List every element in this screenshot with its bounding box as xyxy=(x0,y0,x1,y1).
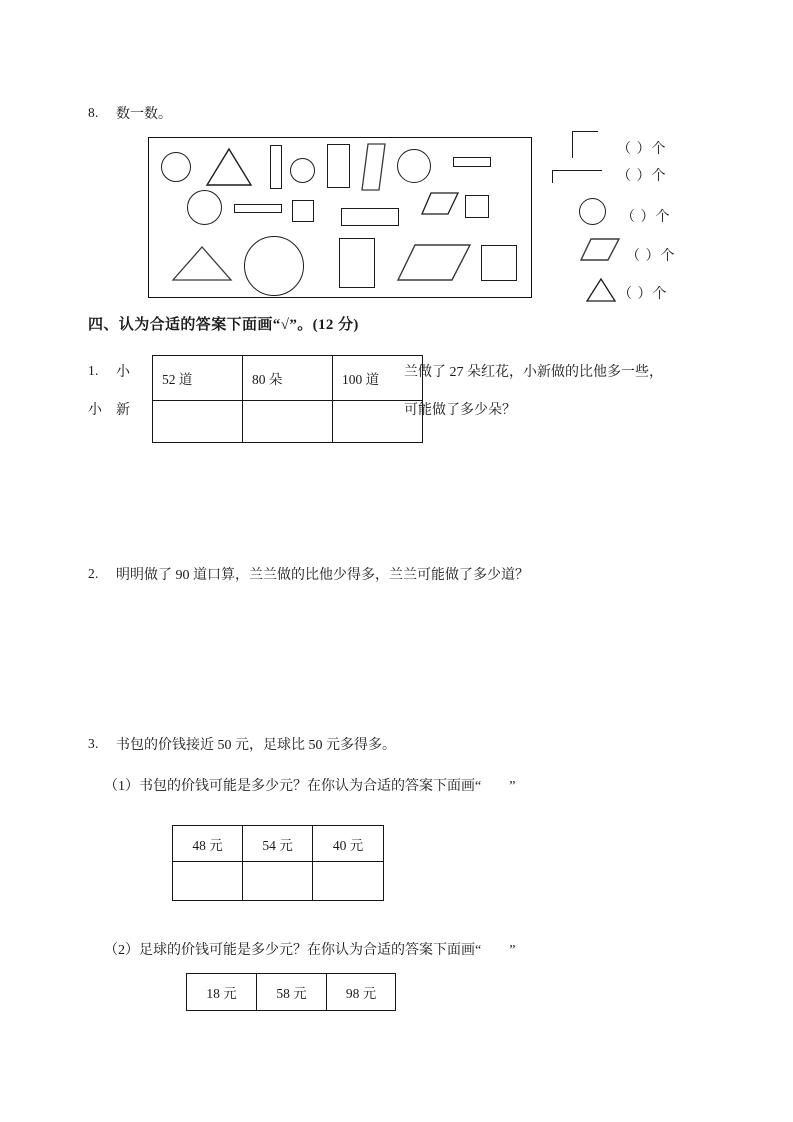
shape-circle xyxy=(161,152,191,182)
tall-rectangle-corner-icon xyxy=(572,131,598,158)
q1-tail-line2: 可能做了多少朵？ xyxy=(404,403,516,418)
q1-answer-1[interactable] xyxy=(243,401,333,443)
parallelogram-icon xyxy=(580,238,620,262)
legend-answer-tall-rectangle[interactable]: （ ）个 xyxy=(617,142,667,157)
exercise-8-number: 8. xyxy=(88,105,99,120)
q1-lead-line1: 小 xyxy=(116,365,130,380)
shape-square xyxy=(481,245,517,281)
shape-parallelogram xyxy=(397,244,469,280)
legend-answer-parallelogram[interactable]: （ ）个 xyxy=(626,249,676,264)
table-row xyxy=(153,401,423,443)
q3-sub1-answer-1[interactable] xyxy=(243,862,313,901)
q3-sub1-option-1[interactable]: 54 元 xyxy=(243,826,313,862)
circle-icon xyxy=(579,198,606,225)
q3-sub2-option-2[interactable]: 98 元 xyxy=(327,974,396,1011)
shape-square xyxy=(465,195,489,218)
shape-tall-rectangle xyxy=(270,145,282,189)
shape-triangle xyxy=(172,246,232,281)
q3-sub1-label: （1）书包的价钱可能是多少元？在你认为合适的答案下面画“ ” xyxy=(104,779,516,794)
shape-wide-rectangle xyxy=(341,208,399,226)
shape-parallelogram xyxy=(361,143,385,191)
q3-text: 书包的价钱接近 50 元，足球比 50 元多得多。 xyxy=(116,738,396,753)
shape-parallelogram xyxy=(421,192,457,214)
shapes-figure-box xyxy=(148,137,532,298)
q2-text: 明明做了 90 道口算，兰兰做的比他少得多，兰兰可能做了多少道？ xyxy=(116,568,529,583)
q3-sub2-label: （2）足球的价钱可能是多少元？在你认为合适的答案下面画“ ” xyxy=(104,943,516,958)
q3-sub1-answer-0[interactable] xyxy=(173,862,243,901)
legend-answer-circle[interactable]: （ ）个 xyxy=(621,210,671,225)
table-row xyxy=(173,826,384,862)
shape-wide-rectangle xyxy=(234,204,282,213)
q1-option-2[interactable]: 100 道 xyxy=(333,356,423,401)
q3-sub2-option-0[interactable]: 18 元 xyxy=(187,974,257,1011)
q3-sub2-options-table xyxy=(186,973,396,1011)
q1-option-0[interactable]: 52 道 xyxy=(153,356,243,401)
shape-tall-rectangle xyxy=(339,238,375,288)
table-row xyxy=(153,356,423,401)
q1-number: 1. xyxy=(88,363,99,378)
q2-number: 2. xyxy=(88,566,99,581)
shape-circle xyxy=(397,149,431,183)
q3-sub1-option-0[interactable]: 48 元 xyxy=(173,826,243,862)
table-row xyxy=(173,862,384,901)
shape-circle xyxy=(187,190,222,225)
legend-answer-wide-rectangle[interactable]: （ ）个 xyxy=(617,169,667,184)
section-four-heading: 四、认为合适的答案下面画“√”。(12 分) xyxy=(88,317,359,333)
q1-tail-line1: 兰做了 27 朵红花，小新做的比他多一些， xyxy=(404,365,663,380)
shape-circle xyxy=(290,158,315,183)
q3-sub1-option-2[interactable]: 40 元 xyxy=(313,826,384,862)
count-legend xyxy=(548,128,748,313)
q1-answer-0[interactable] xyxy=(153,401,243,443)
q1-option-1[interactable]: 80 朵 xyxy=(243,356,333,401)
shape-wide-rectangle xyxy=(453,157,491,167)
q3-sub1-answer-2[interactable] xyxy=(313,862,384,901)
shape-circle xyxy=(244,236,304,296)
q1-lead-line2: 小 新 xyxy=(88,403,130,418)
shape-triangle xyxy=(206,148,252,186)
table-row xyxy=(187,974,396,1011)
triangle-icon xyxy=(586,278,616,302)
q1-options-table xyxy=(152,355,423,443)
exercise-8-title: 数一数。 xyxy=(116,107,172,122)
q3-sub2-option-1[interactable]: 58 元 xyxy=(257,974,327,1011)
shape-rectangle xyxy=(327,144,350,188)
shape-square xyxy=(292,200,314,222)
q3-sub1-options-table xyxy=(172,825,384,901)
q3-number: 3. xyxy=(88,736,99,751)
wide-rectangle-corner-icon xyxy=(552,170,602,183)
legend-answer-triangle[interactable]: （ ）个 xyxy=(618,287,668,302)
